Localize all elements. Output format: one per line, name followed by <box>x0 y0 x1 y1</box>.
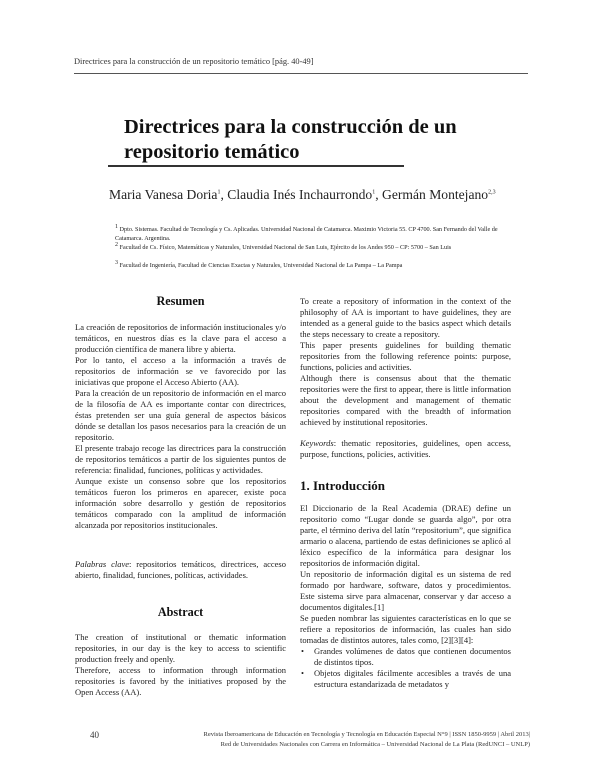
running-header: Directrices para la construcción de un repositorio temático [pág. 40-49] <box>74 57 314 66</box>
author-3: Germán Montejano <box>382 187 489 202</box>
section-heading-introduccion: 1. Introducción <box>300 478 385 493</box>
resumen-keywords: Palabras clave: repositorios temáticos, directrices, acceso abierto, finalidad, funciones, políticas, actividades. <box>75 559 286 580</box>
paper-title <box>124 115 524 165</box>
resumen-paragraph: La creación de repositorios de información institucionales y/o temáticos, en nuestros días es la clave para el acceso a producción científica de manera libre y abierta. <box>75 322 286 354</box>
author-2-affiliation: 1 <box>372 189 376 196</box>
affiliation-3: $^3$ Facultad de Ingeniería, Facultad de Ciencias Exactas y Naturales, Universidad Nacional de La Pampa – La Pampa <box>115 259 403 269</box>
authors: Maria Vanesa Doria$^1$, Claudia Inés Inchaurrondo$^1$, Germán Montejano$^{2,3}$ <box>109 187 496 202</box>
abstract-paragraph: Although there is consensus about that the thematic repositories were the first to appear, there is little information about the development and management of thematic repositories compared with the breadth of information achieved by institutional repositories. <box>300 373 511 427</box>
abstract-paragraph: This paper presents guidelines for building thematic repositories from the following reference points: purpose, functions, policies and activities. <box>300 340 511 372</box>
abstract-paragraph: The creation of institutional or thematic information repositories, in our day is the key to access to scientific production freely and openly. <box>75 632 286 664</box>
resumen-paragraph: Para la creación de un repositorio de información en el marco de la filosofía de AA es importante contar con directrices, éstas pretenden ser una guía general de aspectos básicos dónde se detallan los pasos necesarios para la creación de un repositorio. <box>75 388 286 442</box>
resumen-paragraph: El presente trabajo recoge las directrices para la construcción de repositorios temáticos a partir de los siguientes puntos de referencia: finalidad, funciones, políticas y actividades. <box>75 443 286 475</box>
bullet-icon: • <box>301 668 304 678</box>
intro-paragraph: Se pueden nombrar las siguientes características en lo que se refiere a repositorios de información, las cuales han sido tomadas de distintos autores, tales como, [2][3][4]: <box>300 613 511 645</box>
intro-paragraph: El Diccionario de la Real Academia (DRAE) define un repositorio como “Lugar donde se guarda algo”, por otra parte, el término deriva del latín “repositorium”, que significa armario o alacena, partiendo de estas definiciones se aplicó al léxico específico de la informática para designar los repositorios de información digital. <box>300 503 511 568</box>
bullet-icon: • <box>301 646 304 656</box>
header-divider <box>74 73 528 74</box>
abstract-keywords: Keywords: thematic repositories, guidelines, open access, purpose, functions, policies, activities. <box>300 438 511 459</box>
affiliation-2: $^2$ Facultad de Cs. Físico, Matemáticas y Naturales, Universidad Nacional de San Luis, Ejército de los Andes 950 – CP: 5700 – San Luis <box>115 241 452 251</box>
author-3-affiliation: 2,3 <box>488 189 496 196</box>
footer-line-1: Revista Iberoamericana de Educación en Tecnología y Tecnología en Educación Especial N°9 | ISSN 1850-9959 | Abril 2013| <box>203 731 530 738</box>
title-line-2: repositorio temático <box>124 141 300 163</box>
resumen-paragraph: Por lo tanto, el acceso a la información a través de repositorios de información se ve favorecido por las iniciativas que propone el Acceso Abierto (AA). <box>75 355 286 387</box>
journal-footer <box>136 730 530 749</box>
author-2: Claudia Inés Inchaurrondo <box>227 187 373 202</box>
resumen-body <box>75 322 286 531</box>
resumen-heading: Resumen <box>156 294 205 308</box>
page-number: 40 <box>90 730 99 740</box>
abstract-body-left <box>75 632 286 698</box>
abstract-body-right <box>300 296 511 428</box>
abstract-paragraph: To create a repository of information in the context of the philosophy of AA is important to have guidelines, they are intended as a general guide to the basics aspect which details the steps necessary to create a repository. <box>300 296 511 339</box>
affiliation-1: $^1$ Dpto. Sistemas. Facultad de Tecnología y Cs. Aplicadas. Universidad Nacional de Catamarca. Maximio Victoria 55. CP 4700. San Fernando del Valle de Catamarca. Argentina. <box>115 223 498 243</box>
footer-line-2: Red de Universidades Nacionales con Carrera en Informática – Universidad Nacional de La Plata (RedUNCI – UNLP) <box>220 740 530 748</box>
abstract-heading: Abstract <box>157 605 204 619</box>
list-item: • Objetos digitales fácilmente accesibles a través de una estructura estandarizada de metadatos y <box>301 668 511 689</box>
characteristics-list <box>300 646 511 690</box>
title-divider <box>108 165 404 167</box>
introduccion-body <box>300 503 511 690</box>
intro-paragraph: Un repositorio de información digital es un sistema de red formado por hardware, software, datos y procedimientos. Este sistema sirve para almacenar, conservar y dar acceso a documentos digitales.[1] <box>300 569 511 612</box>
resumen-paragraph: Aunque existe un consenso sobre que los repositorios temáticos fueron los primeros en aparecer, existe poca información sobre desarrollo y gestión de repositorios temáticos comparado con la amplitud de información alcanzada por repositorios institucionales. <box>75 476 286 530</box>
abstract-paragraph: Therefore, access to information through information repositories is favored by the initiatives proposed by the Open Access (AA). <box>75 665 286 697</box>
keywords-label: Palabras clave <box>75 559 130 569</box>
list-item: • Grandes volúmenes de datos que contienen documentos de distintos tipos. <box>301 646 511 667</box>
keywords-label: Keywords <box>300 438 334 448</box>
author-1-affiliation: 1 <box>217 189 221 196</box>
title-line-1: Directrices para la construcción de un <box>124 116 457 138</box>
author-1: Maria Vanesa Doria <box>109 187 218 202</box>
